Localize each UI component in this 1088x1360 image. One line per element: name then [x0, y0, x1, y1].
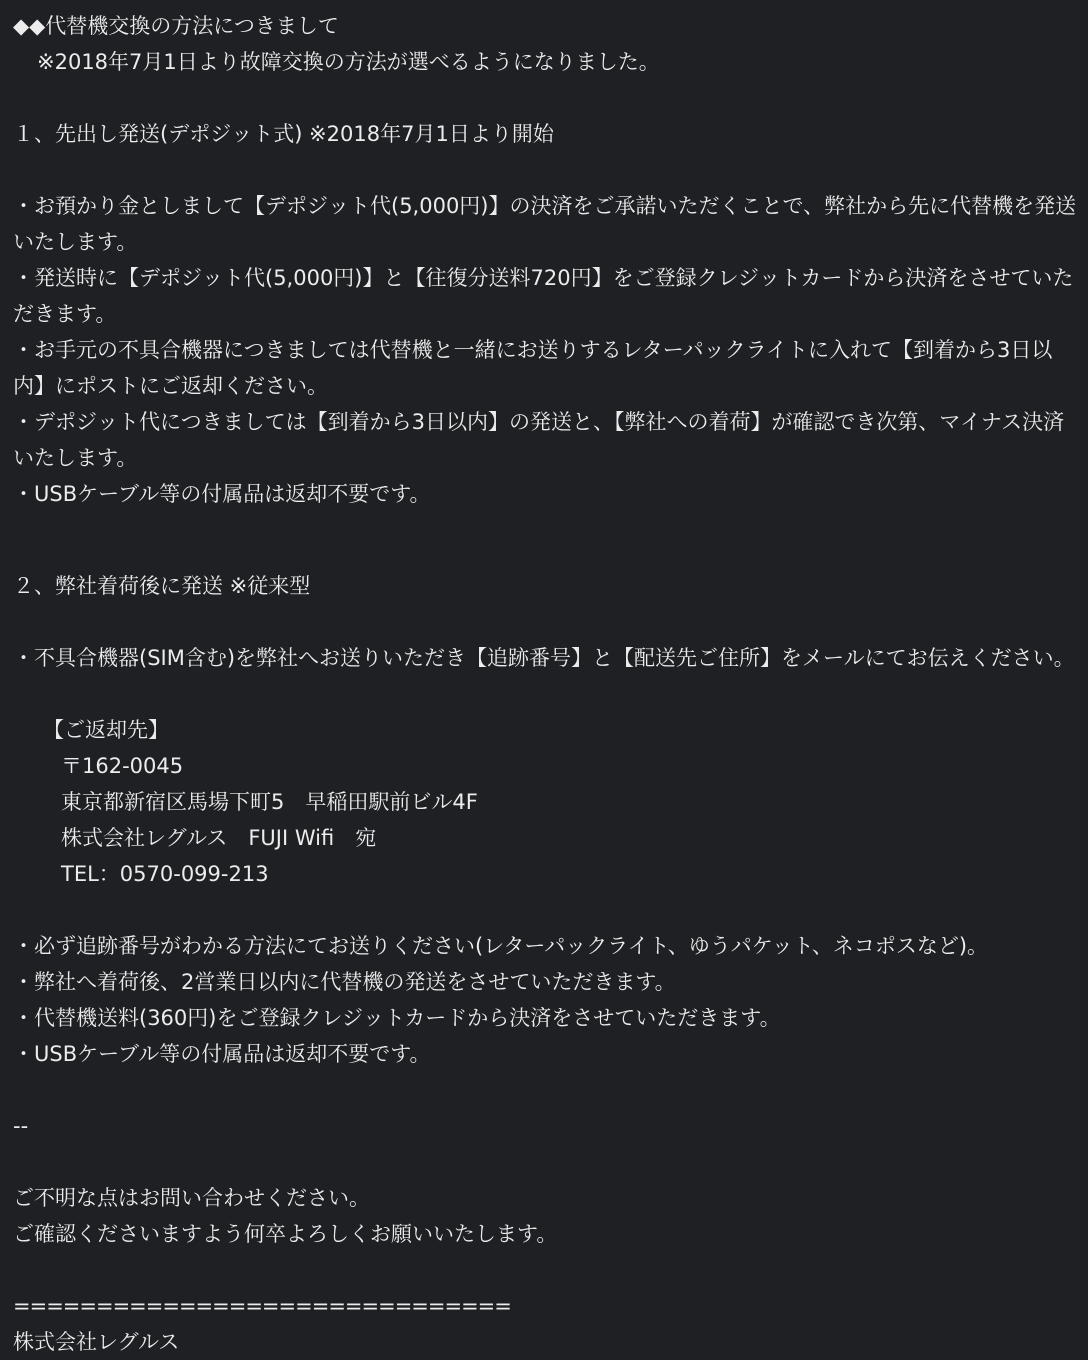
section1-bullets: [13, 188, 1080, 512]
section1-bullet: ・発送時に【デポジット代(5,000円)】と【往復分送料720円】をご登録クレジットカードから決済をさせていただきます。: [13, 266, 1074, 326]
section2-bullets: [13, 928, 1080, 1072]
section2-title: ２、弊社着荷後に発送 ※従来型: [13, 574, 311, 598]
spacer: [13, 604, 1080, 640]
signature-rule: ==============================: [13, 1294, 511, 1318]
address-street: 東京都新宿区馬場下町5 早稲田駅前ビル4F: [61, 790, 478, 814]
email-note: ※2018年7月1日より故障交換の方法が選べるようになりました。: [37, 50, 660, 74]
spacer: [13, 512, 1080, 568]
spacer: [13, 1072, 1080, 1108]
spacer: [13, 676, 1080, 712]
section2-bullet: ・必ず追跡番号がわかる方法にてお送りください(レターパックライト、ゆうパケット、ネコポスなど)。: [13, 934, 989, 958]
closing-line: ご確認くださいますよう何卒よろしくお願いいたします。: [13, 1222, 558, 1246]
spacer: [13, 1144, 1080, 1180]
spacer: [13, 152, 1080, 188]
spacer: [13, 80, 1080, 116]
spacer: [13, 1252, 1080, 1288]
signature-company: 株式会社レグルス: [13, 1330, 180, 1354]
section2-bullet: ・弊社へ着荷後、2営業日以内に代替機の発送をさせていただきます。: [13, 970, 676, 994]
address-tel: TEL：0570-099-213: [61, 862, 269, 886]
section1-title: １、先出し発送(デポジット式) ※2018年7月1日より開始: [13, 122, 554, 146]
section1-bullet: ・お手元の不具合機器につきましては代替機と一緒にお送りするレターパックライトに入れて【到着から3日以内】にポストにご返却ください。: [13, 338, 1053, 398]
signature-separator: --: [13, 1114, 29, 1138]
section1-bullet: ・お預かり金としまして【デポジット代(5,000円)】の決済をご承諾いただくことで、弊社から先に代替機を発送いたします。: [13, 194, 1077, 254]
section1-bullet: ・デポジット代につきましては【到着から3日以内】の発送と、【弊社への着荷】が確認でき次第、マイナス決済いたします。: [13, 410, 1065, 470]
address-label: 【ご返却先】: [43, 718, 169, 742]
section1-bullet: ・USBケーブル等の付属品は返却不要です。: [13, 482, 431, 506]
section2-intro: ・不具合機器(SIM含む)を弊社へお送りいただき【追跡番号】と【配送先ご住所】をメールにてお伝えください。: [13, 646, 1075, 670]
address-recipient: 株式会社レグルス FUJI Wifi 宛: [61, 826, 377, 850]
address-postal: 〒162-0045: [61, 754, 184, 778]
closing-line: ご不明な点はお問い合わせください。: [13, 1186, 370, 1210]
spacer: [13, 892, 1080, 928]
section2-bullet: ・代替機送料(360円)をご登録クレジットカードから決済をさせていただきます。: [13, 1006, 781, 1030]
email-header: ◆◆代替機交換の方法につきまして: [13, 14, 339, 38]
return-address: [13, 712, 1080, 892]
section2-bullet: ・USBケーブル等の付属品は返却不要です。: [13, 1042, 431, 1066]
